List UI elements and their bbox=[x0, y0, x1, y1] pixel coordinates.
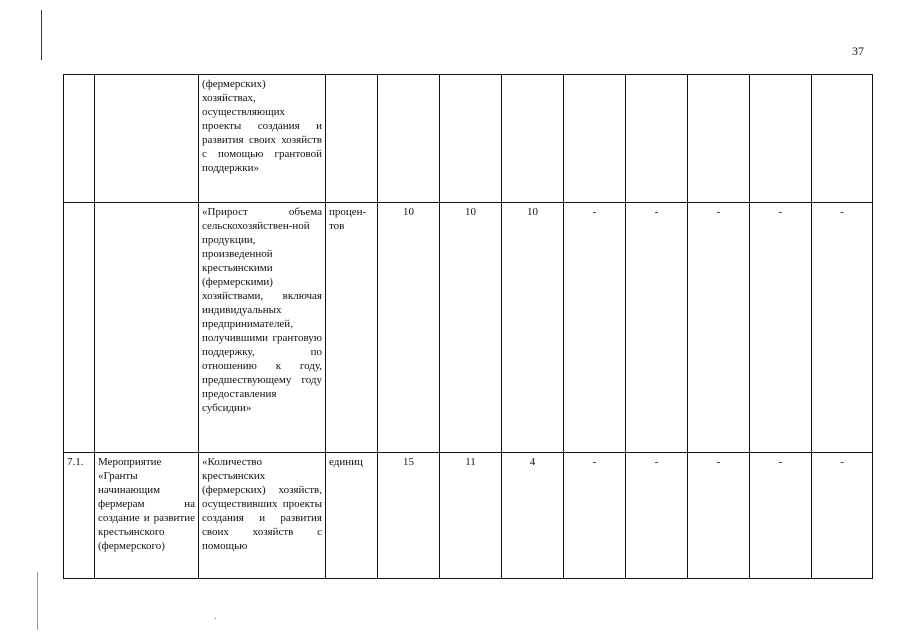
value-cell bbox=[812, 75, 873, 203]
value-cell: 10 bbox=[502, 203, 564, 453]
value-cell: - bbox=[564, 453, 626, 579]
value-cell bbox=[750, 75, 812, 203]
value-cell: - bbox=[812, 453, 873, 579]
value-cell: 10 bbox=[378, 203, 440, 453]
value-cell: - bbox=[688, 453, 750, 579]
row-number-cell bbox=[64, 75, 95, 203]
unit-cell: единиц bbox=[326, 453, 378, 579]
value-cell: 10 bbox=[440, 203, 502, 453]
indicator-cell: «Количество крестьянских (фермерских) хозяйств, осуществивших проекты создания и развития своих хозяйств с помощью bbox=[199, 453, 326, 579]
page-number: 37 bbox=[852, 44, 864, 58]
value-cell: 11 bbox=[440, 453, 502, 579]
value-cell: - bbox=[564, 203, 626, 453]
value-cell: - bbox=[750, 203, 812, 453]
table-row bbox=[64, 203, 873, 453]
value-cell: - bbox=[812, 203, 873, 453]
value-cell bbox=[626, 75, 688, 203]
unit-cell bbox=[326, 75, 378, 203]
indicator-cell: (фермерских) хозяйствах, осуществляющих проекты создания и развития своих хозяйств с помощью грантовой поддержки» bbox=[199, 75, 326, 203]
value-cell bbox=[502, 75, 564, 203]
table-row bbox=[64, 75, 873, 203]
scan-speck bbox=[215, 618, 216, 619]
value-cell: 15 bbox=[378, 453, 440, 579]
scan-margin-mark-bottom bbox=[37, 572, 38, 630]
value-cell: - bbox=[688, 203, 750, 453]
unit-cell: процен-тов bbox=[326, 203, 378, 453]
scan-margin-mark-top bbox=[41, 10, 42, 60]
value-cell: - bbox=[750, 453, 812, 579]
event-cell bbox=[95, 75, 199, 203]
indicator-cell: «Прирост объема сельскохозяйствен-ной продукции, произведенной крестьянскими (фермерскими) хозяйствами, включая индивидуальных предпринимателей, получившими грантовую поддержку, по отношению к году, предшествующему году предоставления субсидии» bbox=[199, 203, 326, 453]
value-cell: 4 bbox=[502, 453, 564, 579]
table-row bbox=[64, 453, 873, 579]
row-number-cell: 7.1. bbox=[64, 453, 95, 579]
value-cell: - bbox=[626, 453, 688, 579]
value-cell bbox=[688, 75, 750, 203]
row-number-cell bbox=[64, 203, 95, 453]
event-cell bbox=[95, 203, 199, 453]
value-cell: - bbox=[626, 203, 688, 453]
value-cell bbox=[440, 75, 502, 203]
event-cell: Мероприятие «Гранты начинающим фермерам на создание и развитие крестьянского (фермерского) bbox=[95, 453, 199, 579]
indicators-table bbox=[63, 74, 873, 579]
value-cell bbox=[564, 75, 626, 203]
value-cell bbox=[378, 75, 440, 203]
